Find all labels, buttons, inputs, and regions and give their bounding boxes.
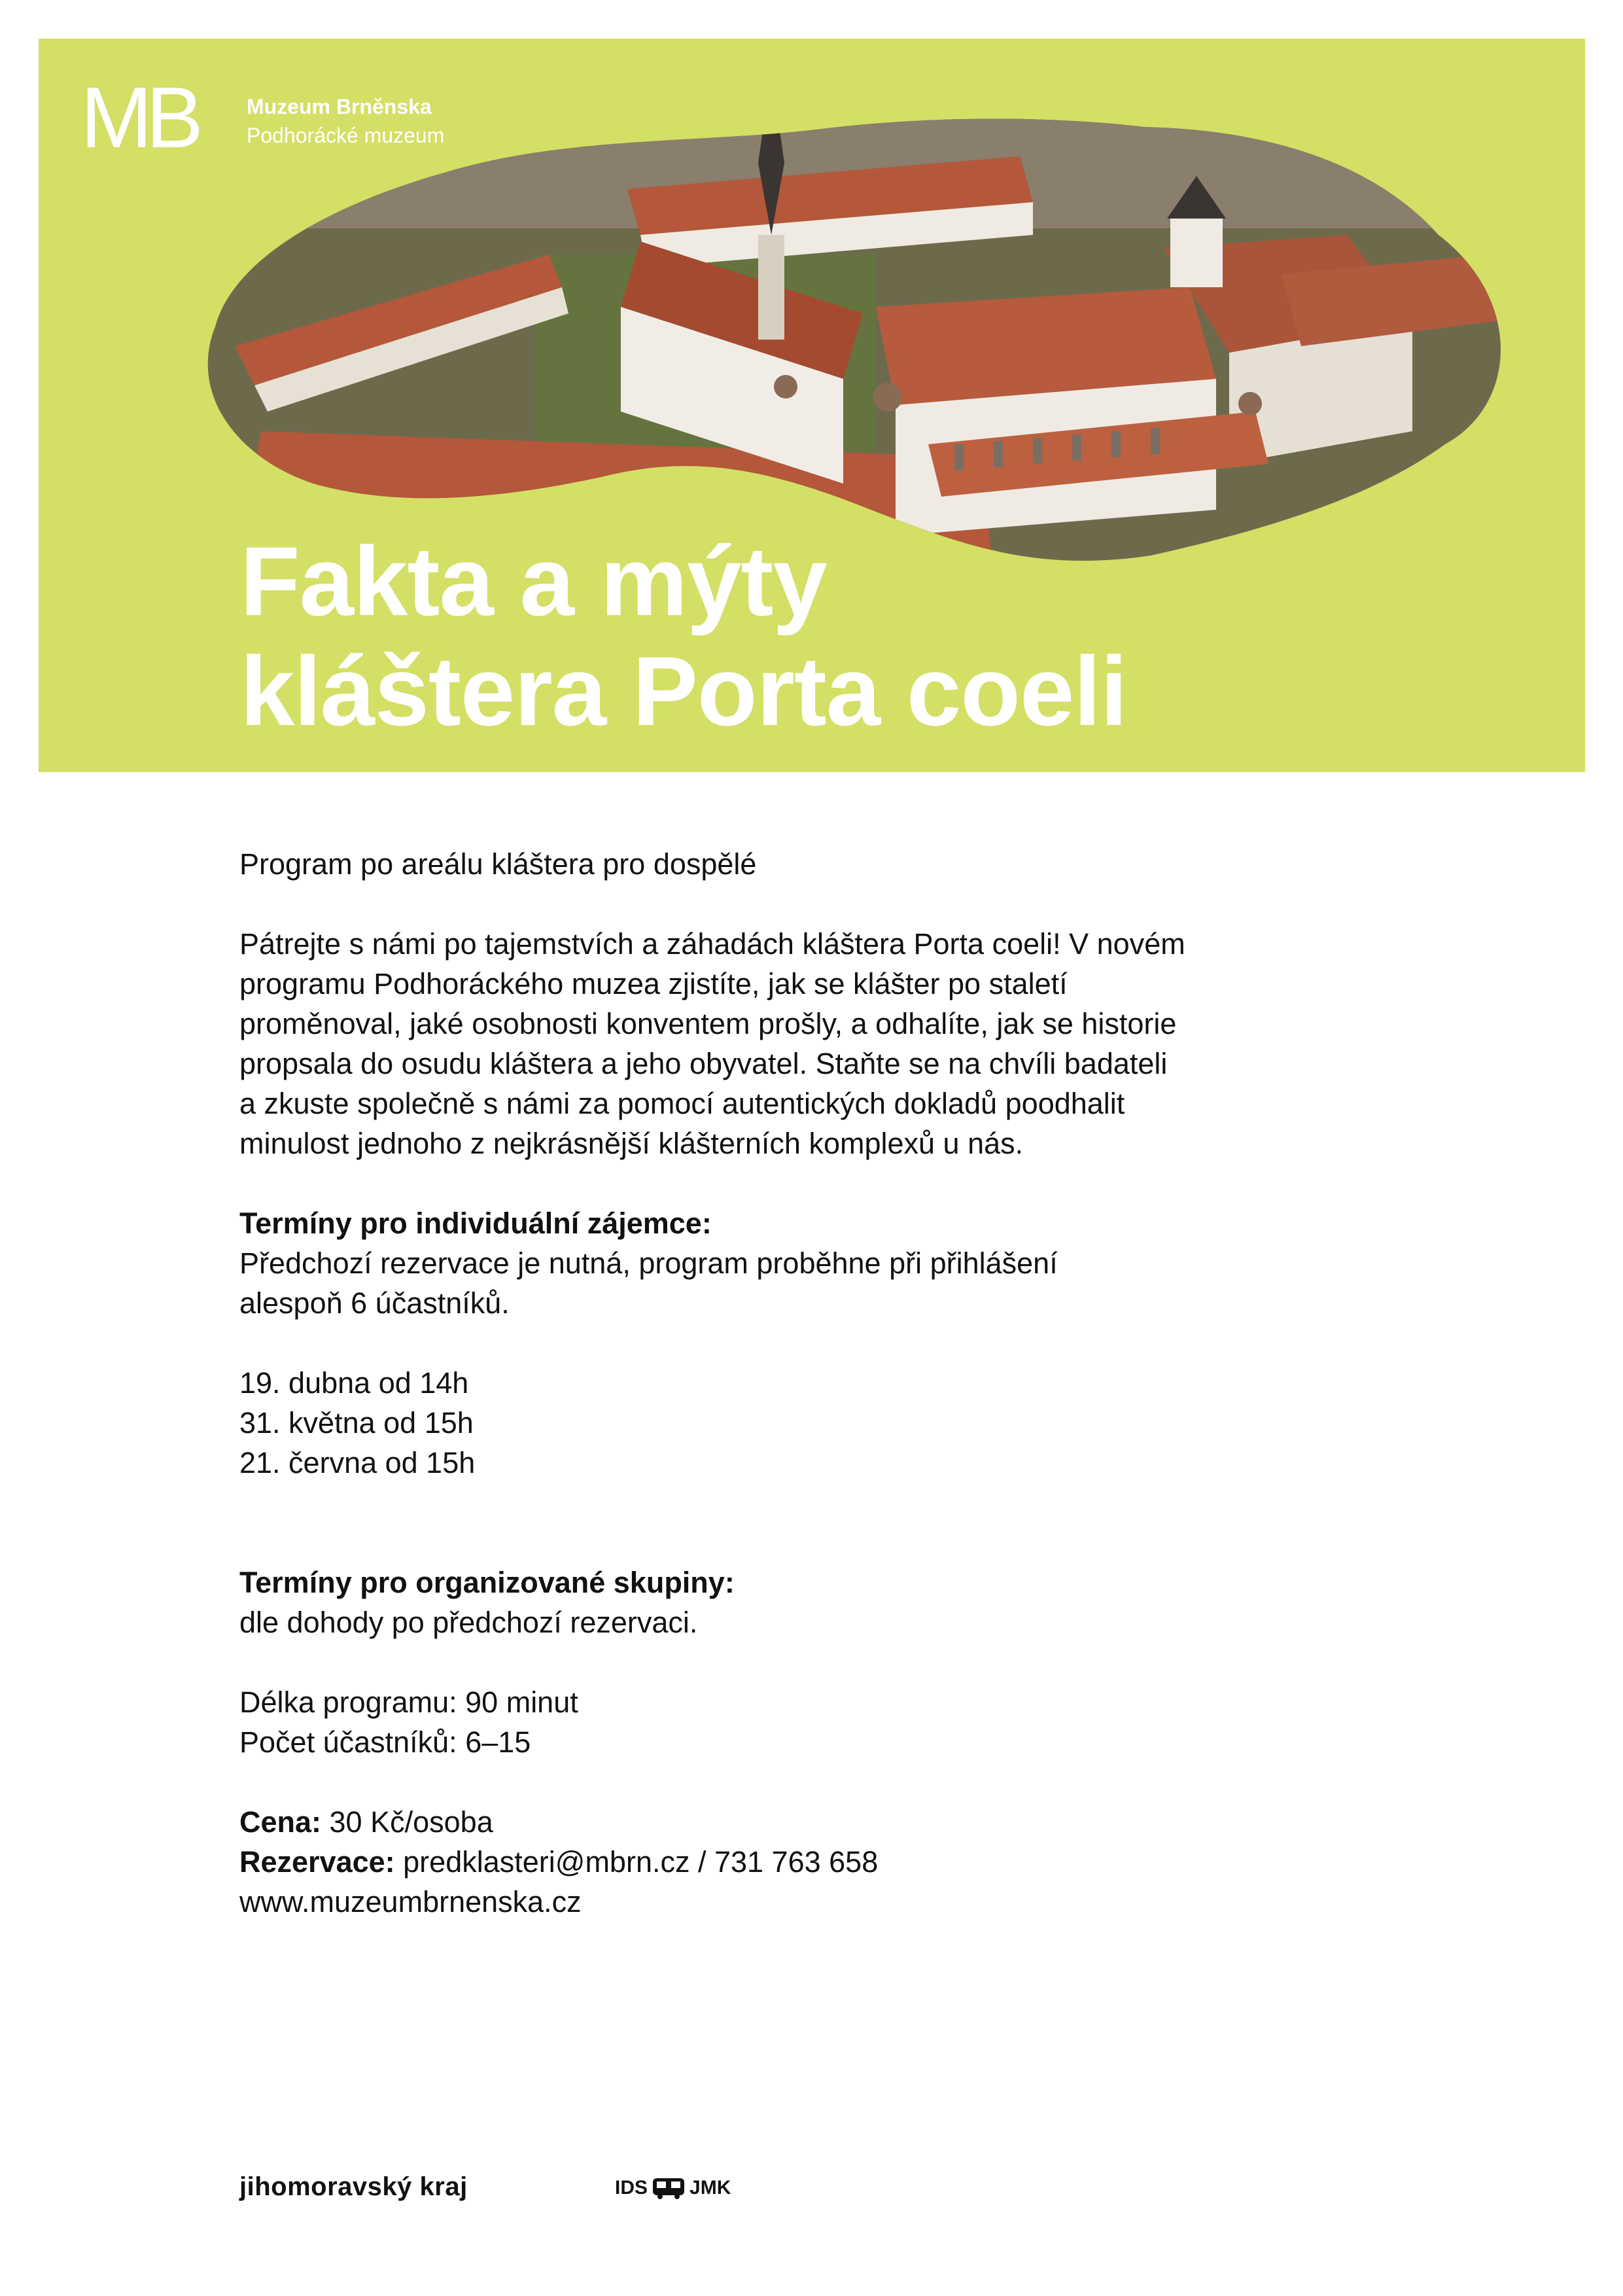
individual-section — [239, 1203, 1417, 1323]
program-subtitle: Program po areálu kláštera pro dospělé — [239, 847, 757, 881]
jmk-label: JMK — [689, 2177, 731, 2199]
description-line: minulost jednoho z nejkrásnější klášterních komplexů u nás. — [239, 1127, 1024, 1160]
description-line: proměnoval, jaké osobnosti konventem prošly, a odhalíte, jak se historie — [239, 1007, 1177, 1040]
duration: Délka programu: 90 minut — [239, 1686, 578, 1719]
program-text — [239, 844, 1417, 1922]
individual-dates — [239, 1363, 1417, 1483]
date-item: 21. června od 15h — [239, 1446, 476, 1479]
groups-heading: Termíny pro organizované skupiny: — [239, 1566, 735, 1599]
museum-logo — [77, 77, 444, 155]
individual-note-line: Předchozí rezervace je nutná, program proběhne při přihlášení — [239, 1246, 1058, 1280]
museum-name — [247, 92, 444, 150]
price — [239, 1802, 1417, 1842]
mb-logo-icon — [77, 77, 227, 155]
page-title — [240, 526, 1127, 746]
ids-label: IDS — [615, 2177, 648, 2199]
svg-text:MB: MB — [80, 77, 197, 155]
spacer — [239, 1523, 1417, 1563]
website-link[interactable]: www.muzeumbrnenska.cz — [239, 1885, 582, 1918]
individual-heading: Termíny pro individuální zájemce: — [239, 1207, 712, 1240]
program-description — [239, 924, 1417, 1163]
region-logo: jihomoravský kraj — [239, 2172, 468, 2201]
reservation-value[interactable]: predklasteri@mbrn.cz / 731 763 658 — [394, 1845, 879, 1879]
museum-brand-name: Muzeum Brněnska — [247, 95, 432, 118]
description-line: Pátrejte s námi po tajemstvích a záhadách kláštera Porta coeli! V novém — [239, 927, 1185, 961]
price-value: 30 Kč/osoba — [321, 1805, 493, 1839]
groups-note: dle dohody po předchozí rezervaci. — [239, 1606, 698, 1639]
date-item: 31. května od 15h — [239, 1406, 474, 1439]
price-label: Cena: — [239, 1805, 322, 1839]
museum-sub-name: Podhorácké muzeum — [247, 124, 445, 147]
description-line: propsala do osudu kláštera a jeho obyvatel. Staňte se na chvíli badateli — [239, 1047, 1168, 1080]
ids-jmk-logo — [615, 2177, 731, 2199]
program-details — [239, 1682, 1417, 1762]
reservation — [239, 1842, 1417, 1882]
contact-section — [239, 1802, 1417, 1922]
date-item: 19. dubna od 14h — [239, 1366, 469, 1400]
title-line-2: kláštera Porta coeli — [240, 636, 1127, 746]
participants: Počet účastníků: 6–15 — [239, 1725, 531, 1759]
individual-note-line: alespoň 6 účastníků. — [239, 1286, 510, 1320]
description-line: a zkuste společně s námi za pomocí autentických dokladů poodhalit — [239, 1087, 1125, 1120]
reservation-label: Rezervace: — [239, 1845, 395, 1879]
description-line: programu Podhoráckého muzea zjistíte, jak se klášter po staletí — [239, 967, 1068, 1000]
bus-icon — [652, 2177, 686, 2199]
title-line-1: Fakta a mýty — [240, 526, 827, 636]
groups-section — [239, 1563, 1417, 1642]
hero-banner — [39, 39, 1585, 772]
